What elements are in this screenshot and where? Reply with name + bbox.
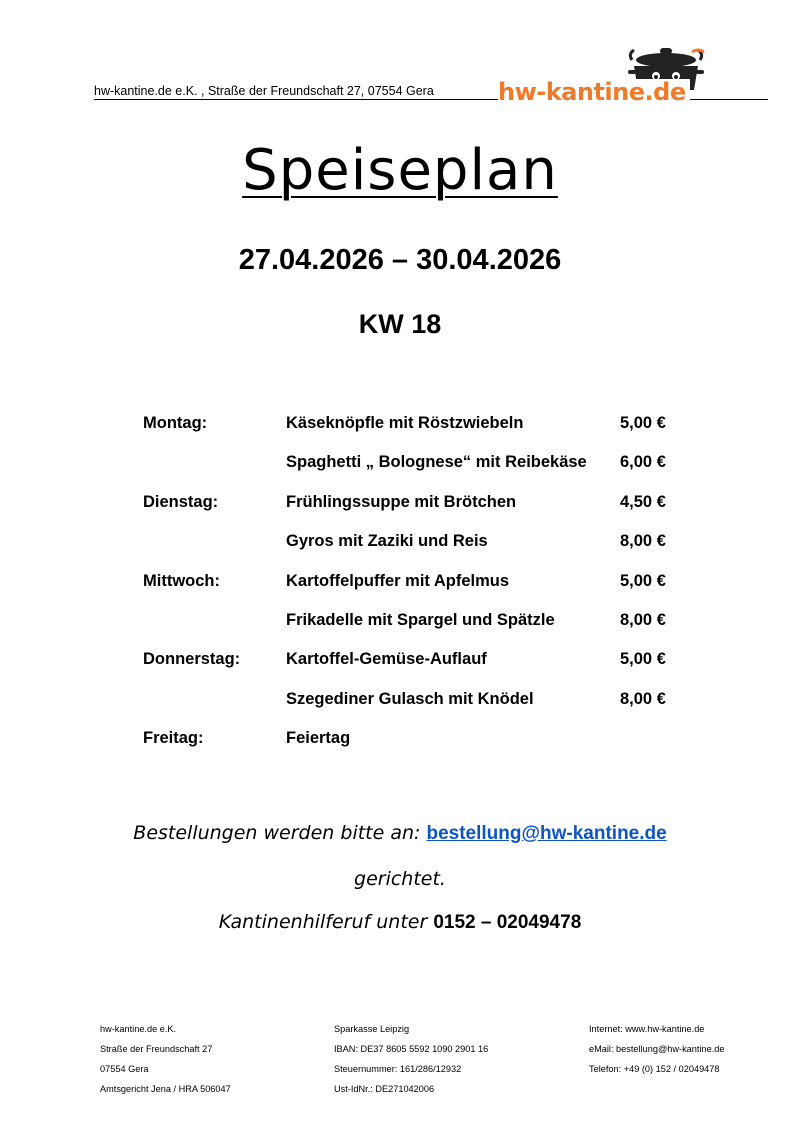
footer-line: Sparkasse Leipzig — [334, 1024, 410, 1034]
footer-line: IBAN: DE37 8605 5592 1090 2901 16 — [334, 1044, 489, 1054]
order-email-link[interactable]: bestellung@hw-kantine.de — [426, 823, 667, 844]
header-address: hw-kantine.de e.K. , Straße der Freundschaft 27, 07554 Gera — [94, 84, 434, 98]
footer-company — [100, 1019, 231, 1099]
menu-row — [143, 729, 683, 768]
footer-line: Steuernummer: 161/286/12932 — [334, 1064, 462, 1074]
helpline — [0, 911, 800, 934]
menu-dish: Kartoffel-Gemüse-Auflauf — [286, 650, 487, 669]
page-title-wrap — [0, 138, 800, 203]
footer-line: Straße der Freundschaft 27 — [100, 1044, 213, 1054]
footer-website[interactable]: Internet: www.hw-kantine.de — [589, 1024, 705, 1034]
menu-price: 6,00 € — [620, 453, 666, 472]
menu-row — [143, 572, 683, 611]
footer-contact — [589, 1019, 724, 1079]
menu-day: Freitag: — [143, 729, 204, 748]
menu-dish: Gyros mit Zaziki und Reis — [286, 532, 488, 551]
menu-dish: Käseknöpfle mit Röstzwiebeln — [286, 414, 524, 432]
menu-dish: Frühlingssuppe mit Brötchen — [286, 492, 517, 511]
menu-dish: Frikadelle mit Spargel und Spätzle — [286, 610, 555, 629]
footer-email[interactable]: eMail: bestellung@hw-kantine.de — [589, 1044, 725, 1054]
menu-price: 8,00 € — [620, 689, 666, 708]
footer-line: 07554 Gera — [100, 1064, 149, 1074]
footer-phone: Telefon: +49 (0) 152 / 02049478 — [589, 1064, 720, 1074]
menu-price: 5,00 € — [620, 571, 666, 590]
menu-row — [143, 493, 683, 532]
menu-dish: Kartoffelpuffer mit Apfelmus — [286, 571, 510, 590]
menu-row — [143, 532, 683, 571]
footer-bank — [334, 1019, 488, 1099]
footer-line: hw-kantine.de e.K. — [100, 1024, 177, 1034]
menu-price: 8,00 € — [620, 532, 666, 551]
menu-row — [143, 453, 683, 492]
menu-row — [143, 414, 683, 453]
footer-line: Ust-IdNr.: DE271042006 — [334, 1084, 435, 1094]
page-title: Speiseplan — [242, 138, 558, 203]
menu-day: Montag: — [143, 414, 208, 432]
order-text-after: gerichtet. — [354, 868, 446, 890]
week-number: KW 18 — [358, 309, 442, 339]
logo-text: hw-kantine.de — [498, 79, 690, 105]
footer-line: Amtsgericht Jena / HRA 506047 — [100, 1084, 231, 1094]
menu-day: Mittwoch: — [143, 571, 220, 590]
menu-dish: Feiertag — [286, 729, 351, 748]
menu-row — [143, 650, 683, 689]
menu-row — [143, 611, 683, 650]
menu-dish: Szegediner Gulasch mit Knödel — [286, 689, 534, 708]
menu-price: 5,00 € — [620, 650, 666, 669]
date-range: 27.04.2026 – 30.04.2026 — [238, 244, 562, 276]
menu-day: Donnerstag: — [143, 650, 241, 669]
menu-price: 5,00 € — [620, 414, 666, 432]
menu-dish: Spaghetti „ Bolognese“ mit Reibekäse — [286, 453, 587, 472]
order-instructions — [0, 822, 800, 845]
menu-row — [143, 690, 683, 729]
helpline-label: Kantinenhilferuf unter — [218, 911, 434, 933]
menu-table — [143, 414, 683, 769]
order-text: Bestellungen werden bitte an: — [133, 822, 427, 844]
letterhead — [94, 62, 768, 106]
helpline-number: 0152 – 02049478 — [433, 912, 582, 933]
company-logo — [498, 62, 713, 106]
menu-price: 8,00 € — [620, 610, 666, 629]
menu-day: Dienstag: — [143, 492, 219, 511]
menu-price: 4,50 € — [620, 492, 666, 511]
